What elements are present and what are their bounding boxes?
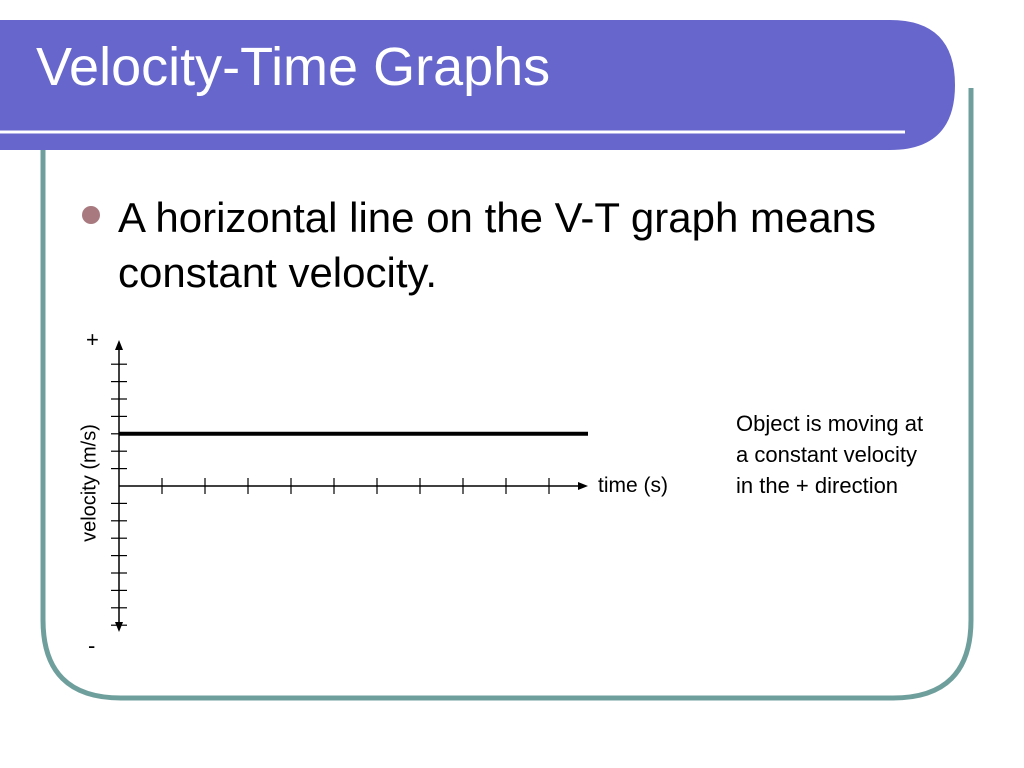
note-line-1: Object is moving at [736, 411, 924, 436]
x-axis-arrow [578, 482, 588, 490]
y-positive-label: + [86, 327, 99, 352]
y-negative-label: - [88, 633, 96, 658]
y-axis-arrow-up [115, 340, 123, 350]
note-line-3: in the + direction [736, 473, 899, 498]
x-axis-label: time (s) [598, 474, 668, 497]
slide-title: Velocity-Time Graphs [36, 37, 551, 97]
y-axis-arrow-down [115, 622, 123, 632]
annotation-note [736, 408, 976, 501]
y-axis-label: velocity (m/s) [78, 424, 101, 542]
note-line-2: a constant velocity [736, 442, 917, 467]
bullet-text: A horizontal line on the V-T graph means constant velocity. [118, 194, 877, 296]
